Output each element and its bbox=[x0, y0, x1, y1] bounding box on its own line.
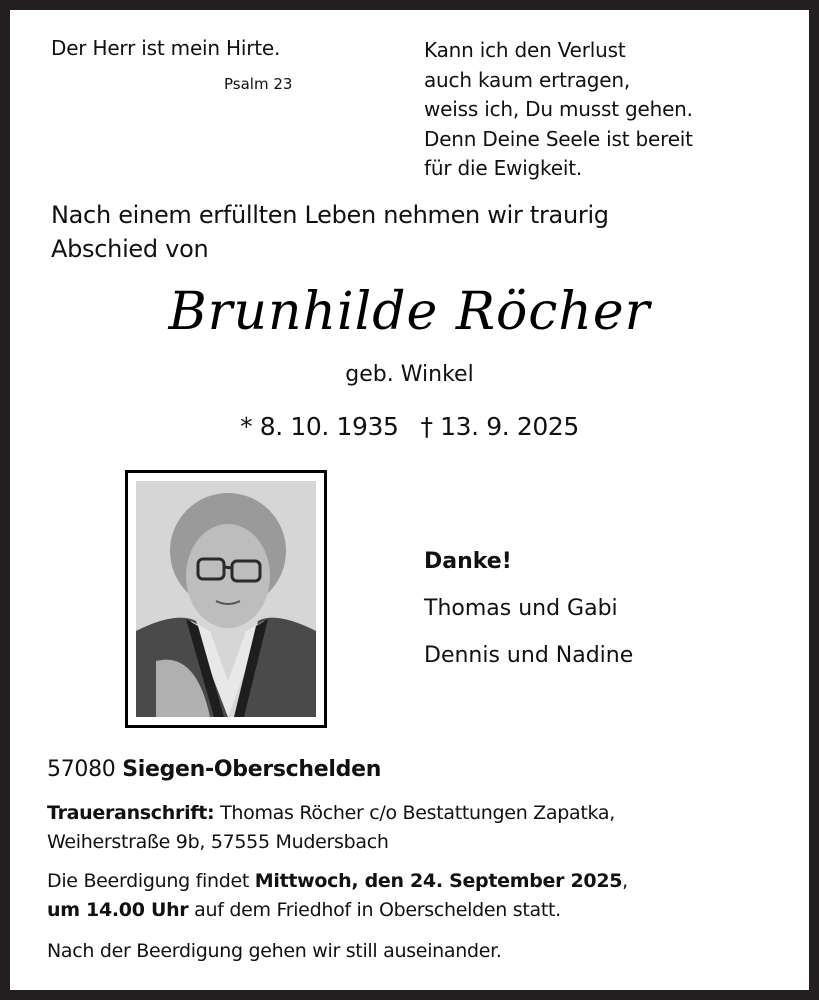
birth-date: * 8. 10. 1935 bbox=[240, 412, 399, 441]
thanks-section bbox=[424, 538, 633, 679]
maiden-name: geb. Winkel bbox=[345, 362, 474, 387]
location-line bbox=[47, 757, 381, 782]
poem bbox=[424, 36, 693, 184]
bible-quote-source: Psalm 23 bbox=[224, 75, 293, 93]
portrait-photo bbox=[136, 481, 316, 717]
postal-code: 57080 bbox=[47, 757, 116, 782]
intro-line: Nach einem erfüllten Leben nehmen wir traurig bbox=[51, 201, 609, 229]
poem-line: weiss ich, Du musst gehen. bbox=[424, 97, 693, 121]
poem-line: Kann ich den Verlust bbox=[424, 38, 626, 62]
life-dates bbox=[10, 412, 809, 441]
mourning-address-line2: Weiherstraße 9b, 57555 Mudersbach bbox=[47, 831, 389, 853]
intro-text bbox=[51, 198, 609, 266]
obituary-notice bbox=[10, 10, 809, 990]
mourning-address-line1: Thomas Röcher c/o Bestattungen Zapatka, bbox=[214, 802, 615, 824]
poem-line: auch kaum ertragen, bbox=[424, 67, 631, 92]
photo-frame bbox=[125, 470, 327, 728]
bible-quote: Der Herr ist mein Hirte. bbox=[51, 36, 281, 60]
funeral-time: um 14.00 Uhr bbox=[47, 899, 189, 921]
poem-line: Denn Deine Seele ist bereit bbox=[424, 126, 693, 151]
funeral-details bbox=[47, 867, 628, 925]
deceased-name: Brunhilde Röcher bbox=[168, 282, 651, 342]
death-date: † 13. 9. 2025 bbox=[420, 412, 579, 441]
portrait-image-icon bbox=[136, 481, 316, 717]
mourner-names: Dennis und Nadine bbox=[424, 643, 634, 668]
mourning-address bbox=[47, 799, 615, 857]
funeral-prefix: Die Beerdigung findet bbox=[47, 870, 255, 892]
closing-note: Nach der Beerdigung gehen wir still auseinander. bbox=[47, 940, 502, 962]
funeral-date: Mittwoch, den 24. September 2025 bbox=[254, 870, 623, 892]
city-name: Siegen-Oberschelden bbox=[122, 757, 382, 782]
mourner-names: Thomas und Gabi bbox=[424, 596, 618, 621]
funeral-suffix: auf dem Friedhof in Oberschelden statt. bbox=[188, 899, 561, 921]
intro-line: Abschied von bbox=[51, 235, 209, 263]
funeral-comma: , bbox=[622, 870, 628, 892]
poem-line: für die Ewigkeit. bbox=[424, 156, 582, 180]
thanks-heading: Danke! bbox=[424, 549, 512, 574]
mourning-address-label: Traueranschrift: bbox=[47, 802, 215, 824]
